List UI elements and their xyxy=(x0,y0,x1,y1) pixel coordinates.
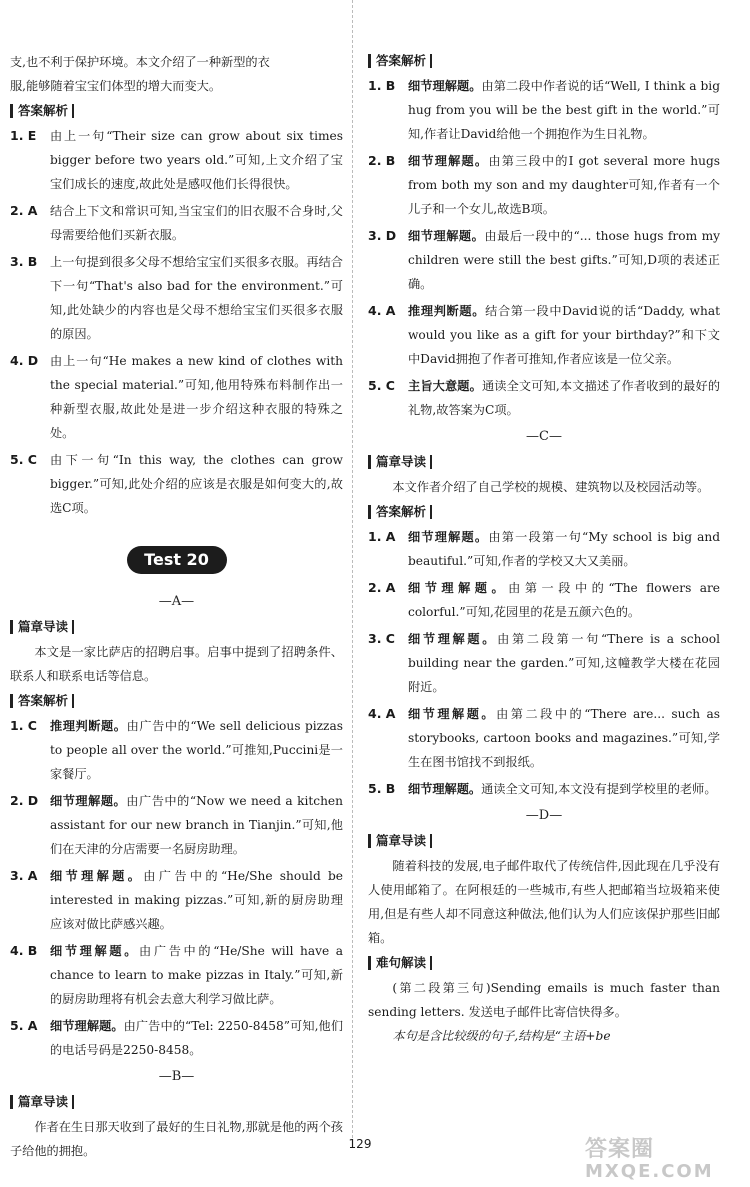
hard-sentence-note: 本句是含比较级的句子,结构是“主语+be xyxy=(392,1029,611,1043)
section-header-hard-sentence: 难句解读 xyxy=(368,952,720,974)
section-header-guide: 篇章导读 xyxy=(10,1091,343,1113)
answer-item: 4. B 细节理解题。由广告中的“He/She will have a chance to learn to make pizzas in Italy.”可知,新的厨房助理将有机会去意大利学习做比萨。 xyxy=(10,943,343,1006)
answer-item: 2. D 细节理解题。由广告中的“Now we need a kitchen assistant for our new branch in Tianjin.”可知,他们在天津的分店需要一名厨房助理。 xyxy=(10,793,343,856)
answer-item: 2. A 结合上下文和常识可知,当宝宝们的旧衣服不合身时,父母需要给他们买新衣服。 xyxy=(10,203,343,242)
answer-item: 4. D 由上一句“He makes a new kind of clothes with the special material.”可知,他用特殊布料制作出一种新型衣服,故此处是进一步介绍这种衣服的特殊之处。 xyxy=(10,353,343,440)
guide-text: 本文是一家比萨店的招聘启事。启事中提到了招聘条件、联系人和联系电话等信息。 xyxy=(10,645,343,683)
right-column xyxy=(368,0,720,1048)
answer-item: 5. C 主旨大意题。通读全文可知,本文描述了作者收到的最好的礼物,故答案为C项。 xyxy=(368,378,721,417)
answer-item: 2. B 细节理解题。由第三段中的I got several more hugs from both my son and my daughter可知,作者有一个儿子和一个女儿,故选B项。 xyxy=(368,153,720,216)
section-header-answers: 答案解析 xyxy=(10,690,343,712)
watermark-logo: 答案圈 MXQE.COM xyxy=(585,1137,714,1182)
guide-text: 随着科技的发展,电子邮件取代了传统信件,因此现在几乎没有人使用邮箱了。在阿根廷的一些城市,有些人把邮箱当垃圾箱来使用,但是有些人却不同意这种做法,他们认为人们应该保护那些旧邮箱。 xyxy=(368,859,720,945)
intro-line: 服,能够随着宝宝们体型的增大而变大。 xyxy=(10,79,222,93)
part-label-b: —B— xyxy=(158,1069,195,1084)
intro-line: 支,也不利于保护环境。本文介绍了一种新型的衣 xyxy=(10,55,270,69)
section-header-guide: 篇章导读 xyxy=(10,616,343,638)
section-header-answers: 答案解析 xyxy=(368,501,720,523)
section-header-answers: 答案解析 xyxy=(10,100,343,122)
section-header-guide: 篇章导读 xyxy=(368,830,720,852)
test-title-badge: Test 20 xyxy=(127,546,227,574)
answer-item: 3. B 上一句提到很多父母不想给宝宝们买很多衣服。再结合下一句“That's also bad for the environment.”可知,此处缺少的内容也是父母不想给宝宝们买很多衣服的原因。 xyxy=(10,254,343,341)
answer-item: 4. A 推理判断题。结合第一段中David说的话“Daddy, what would you like as a gift for your birthday?”和下文中David拥抱了作者可推知,作者应该是一位父亲。 xyxy=(368,303,721,366)
section-header-guide: 篇章导读 xyxy=(368,451,720,473)
part-label-d: —D— xyxy=(525,808,563,823)
answer-item: 1. B 细节理解题。由第二段中作者说的话“Well, I think a big hug from you will be the best gift in the world.”可知,作者让David给他一个拥抱作为生日礼物。 xyxy=(368,78,720,141)
section-header-answers: 答案解析 xyxy=(368,50,720,72)
hard-sentence-text: (第二段第三句)Sending emails is much faster than sending letters. 发送电子邮件比寄信快得多。 xyxy=(368,981,720,1019)
guide-text: 作者在生日那天收到了最好的生日礼物,那就是他的两个孩子给他的拥抱。 xyxy=(10,1120,343,1158)
column-divider xyxy=(352,0,353,1148)
answer-item: 1. C 推理判断题。由广告中的“We sell delicious pizzas to people all over the world.”可推知,Puccini是一家餐厅。 xyxy=(10,718,344,781)
answer-item: 5. A 细节理解题。由广告中的“Tel: 2250-8458”可知,他们的电话号码是2250-8458。 xyxy=(10,1018,344,1057)
answer-item: 1. E 由上一句“Their size can grow about six times bigger before two years old.”可知,上文介绍了宝宝们成长的速度,故此处是感叹他们长得很快。 xyxy=(10,128,343,191)
answer-item: 3. D 细节理解题。由最后一段中的“... those hugs from my children were still the best gifts.”可知,D项的表述正确。 xyxy=(368,228,721,291)
left-column xyxy=(10,0,343,1163)
guide-text: 本文作者介绍了自己学校的规模、建筑物以及校园活动等。 xyxy=(392,480,710,494)
answer-item: 1. A 细节理解题。由第一段第一句“My school is big and beautiful.”可知,作者的学校又大又美丽。 xyxy=(368,529,720,568)
answer-item: 3. C 细节理解题。由第二段第一句“There is a school building near the garden.”可知,这幢教学大楼在花园附近。 xyxy=(368,631,721,694)
answer-item: 5. B 细节理解题。通读全文可知,本文没有提到学校里的老师。 xyxy=(368,781,717,796)
answer-item: 3. A 细节理解题。由广告中的“He/She should be interested in making pizzas.”可知,新的厨房助理应该对做比萨感兴趣。 xyxy=(10,868,344,931)
answer-item: 5. C 由下一句“In this way, the clothes can grow bigger.”可知,此处介绍的应该是衣服是如何变大的,故选C项。 xyxy=(10,452,343,515)
page-number: 129 xyxy=(348,1137,372,1151)
answer-item: 4. A 细节理解题。由第二段中的“There are... such as storybooks, cartoon books and magazines.”可知,学生在图书馆找不到报纸。 xyxy=(368,706,721,769)
part-label-a: —A— xyxy=(158,594,195,609)
answer-item: 2. A 细节理解题。由第一段中的“The flowers are colorful.”可知,花园里的花是五颜六色的。 xyxy=(368,580,721,619)
part-label-c: —C— xyxy=(526,429,562,444)
